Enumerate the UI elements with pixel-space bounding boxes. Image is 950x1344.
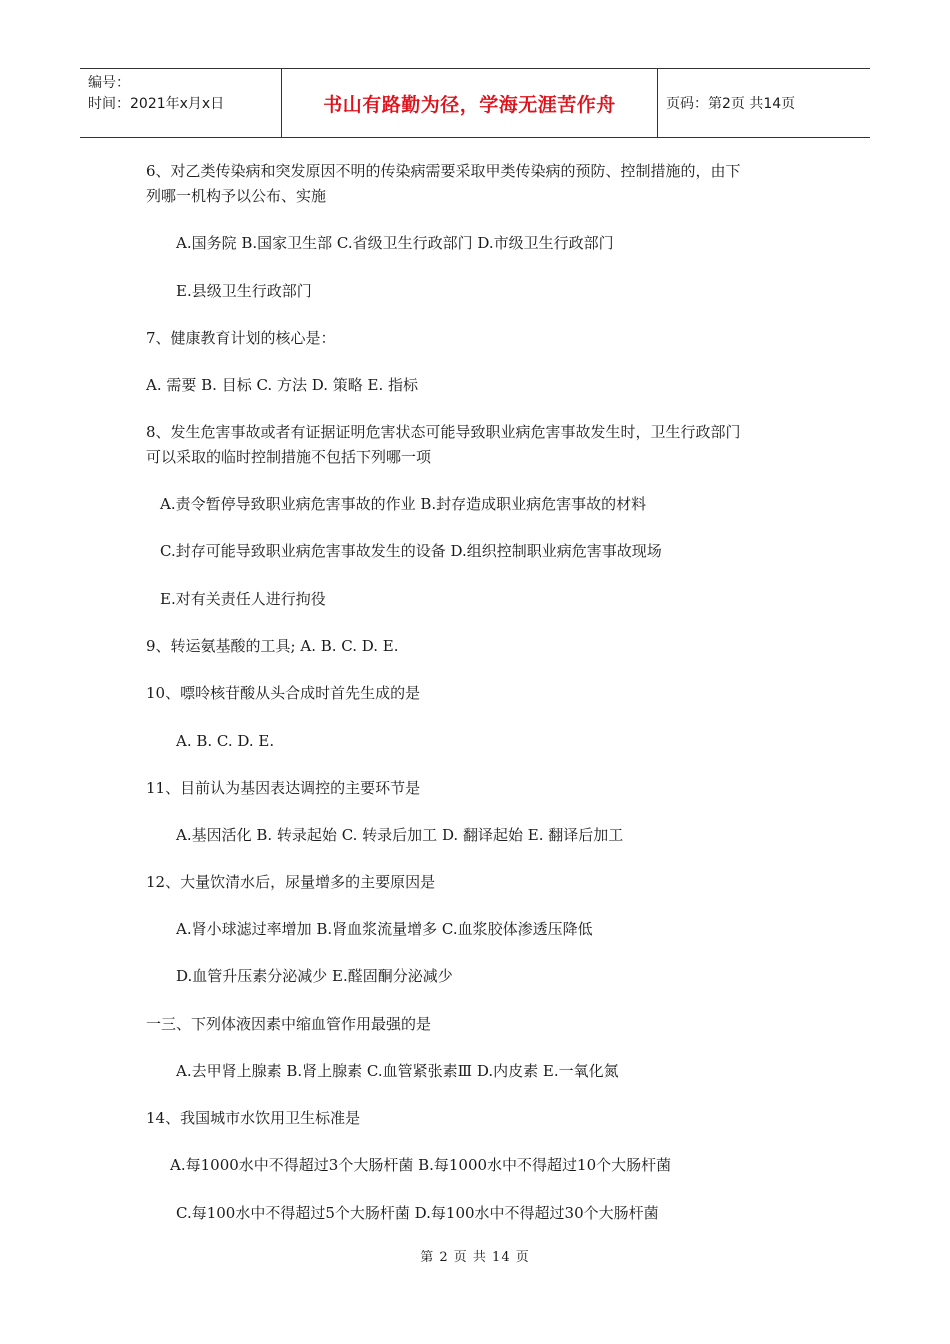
header-meta [80,69,282,137]
q10-options: A. B. C. D. E. [176,732,275,750]
q7-stem: 7、健康教育计划的核心是： [146,329,336,347]
q8-options-line3: E.对有关责任人进行拘役 [160,590,326,608]
q12-stem: 12、大量饮清水后，尿量增多的主要原因是 [146,873,436,891]
q12-options-line2: D.血管升压素分泌减少 E.醛固酮分泌减少 [176,967,453,985]
q13-stem: 一三、下列体液因素中缩血管作用最强的是 [146,1015,432,1033]
q8-stem-line2: 可以采取的临时控制措施不包括下列哪一项 [146,448,432,466]
page-header [80,68,870,138]
q8-options-line2: C.封存可能导致职业病危害事故发生的设备 D.组织控制职业病危害事故现场 [160,542,662,560]
serial-label: 编号： [88,75,130,91]
q6-stem-line1: 6、对乙类传染病和突发原因不明的传染病需要采取甲类传染病的预防、控制措施的，由下 [146,162,741,180]
q12-options-line1: A.肾小球滤过率增加 B.肾血浆流量增多 C.血浆胶体渗透压降低 [176,920,593,938]
header-motto: 书山有路勤为径，学海无涯苦作舟 [282,69,658,137]
q10-stem: 10、嘌呤核苷酸从头合成时首先生成的是 [146,684,421,702]
q11-stem: 11、目前认为基因表达调控的主要环节是 [146,779,421,797]
q14-options-line1: A.每1000水中不得超过3个大肠杆菌 B.每1000水中不得超过10个大肠杆菌 [170,1156,672,1174]
q13-options: A.去甲肾上腺素 B.肾上腺素 C.血管紧张素Ⅲ D.内皮素 E.一氧化氮 [176,1062,619,1080]
date-label: 时间：2021年x月x日 [88,96,225,112]
q6-stem-line2: 列哪一机构予以公布、实施 [146,187,327,205]
q14-options-line2: C.每100水中不得超过5个大肠杆菌 D.每100水中不得超过30个大肠杆菌 [176,1204,659,1222]
page-footer: 第 2 页 共 14 页 [420,1250,530,1265]
q8-options-line1: A.责令暂停导致职业病危害事故的作业 B.封存造成职业病危害事故的材料 [160,495,647,513]
q8-stem-line1: 8、发生危害事故或者有证据证明危害状态可能导致职业病危害事故发生时，卫生行政部门 [146,423,741,441]
q6-options-line1: A.国务院 B.国家卫生部 C.省级卫生行政部门 D.市级卫生行政部门 [176,234,614,252]
q14-stem: 14、我国城市水饮用卫生标准是 [146,1109,361,1127]
q11-options: A.基因活化 B. 转录起始 C. 转录后加工 D. 翻译起始 E. 翻译后加工 [176,826,624,844]
header-page-info: 页码：第2页 共14页 [666,96,796,112]
q6-options-line2: E.县级卫生行政部门 [176,282,312,300]
q7-options: A. 需要 B. 目标 C. 方法 D. 策略 E. 指标 [146,376,418,394]
q9-stem: 9、转运氨基酸的工具; A. B. C. D. E. [146,637,399,655]
